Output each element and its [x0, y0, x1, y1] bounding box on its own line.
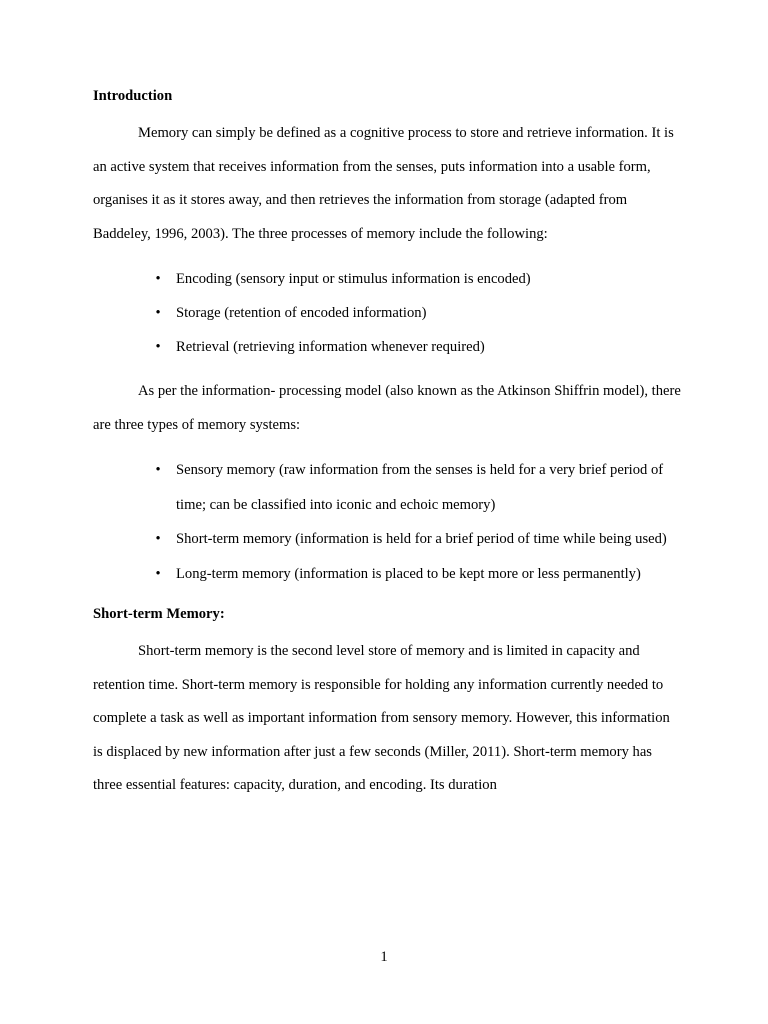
list-item-text: Retrieval (retrieving information whenever required) — [176, 339, 485, 355]
list-item — [93, 296, 683, 330]
list-item-text: Short-term memory (information is held for a brief period of time while being used) — [176, 531, 667, 547]
page-number: 1 — [380, 949, 388, 965]
document-body — [93, 84, 683, 803]
paragraph-short-term-memory: Short-term memory is the second level store of memory and is limited in capacity and retention time. Short-term memory is responsible for holding any information currently needed to complete a task as well as important information from sensory memory. However, this information is displaced by new information after just a few seconds (Miller, 2011). Short-term memory has three essential features: capacity, duration, and encoding. Its duration — [93, 643, 670, 793]
bullet-icon: • — [155, 305, 161, 321]
bullet-icon: • — [155, 531, 161, 547]
list-item — [93, 453, 683, 522]
list-item-text: Storage (retention of encoded information) — [176, 305, 427, 321]
list-item — [93, 557, 683, 592]
list-item-text: Long-term memory (information is placed to be kept more or less permanently) — [176, 565, 641, 582]
paragraph-memory-definition: Memory can simply be defined as a cognitive process to store and retrieve information. It is an active system that receives information from the senses, puts information into a usable form, organises it as it stores away, and then retrieves the information from storage (adapted from Baddeley, 1996, 2003). The three processes of memory include the following: — [93, 125, 674, 242]
bullet-icon: • — [155, 339, 161, 355]
bullet-icon: • — [155, 271, 161, 287]
list-item — [93, 262, 683, 296]
list-item — [93, 522, 683, 557]
bullet-icon: • — [155, 565, 161, 582]
section-heading-introduction: Introduction — [93, 88, 173, 104]
list-item — [93, 330, 683, 364]
section-heading-short-term-memory: Short-term Memory: — [93, 606, 225, 622]
list-item-text: Sensory memory (raw information from the senses is held for a very brief period of time; can be classified into iconic and echoic memory) — [176, 462, 664, 513]
list-item-text: Encoding (sensory input or stimulus information is encoded) — [176, 271, 531, 287]
memory-systems-list — [93, 453, 683, 591]
paragraph-information-processing-model: As per the information- processing model (also known as the Atkinson Shiffrin model), there are three types of memory systems: — [93, 383, 681, 433]
memory-processes-list — [93, 262, 683, 364]
bullet-icon: • — [155, 462, 161, 478]
